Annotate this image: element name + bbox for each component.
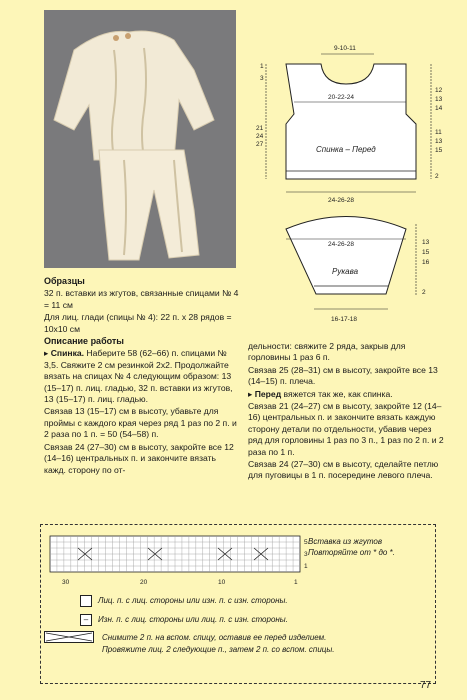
dim-right-5: 15 <box>435 147 443 154</box>
chart-row-5: 5 <box>304 539 308 546</box>
sleeve-top-width: 24-26-28 <box>328 241 355 248</box>
front-back-schema <box>256 45 443 204</box>
dim-left-4: 27 <box>256 141 264 148</box>
dim-right-3: 11 <box>435 129 442 136</box>
page-number: 77 <box>420 680 432 691</box>
chart-col-30: 30 <box>62 579 70 586</box>
back-instructions: ▸ Спинка. Наберите 58 (62–66) п. спицами № 3,5. Свяжите 2 см резинкой 2х2. Продолжайте вязать на спицах № 4 следующим образом: 13 (15–17) п. лиц. гладью, 32 п. вставки из жгутов, 13 (15–17) п. лиц. гладью. <box>44 348 233 405</box>
dim-right-2: 14 <box>435 105 443 112</box>
samples-heading: Образцы <box>44 276 85 286</box>
front-instructions: ▸ Перед вяжется так же, как спинка. <box>248 388 393 399</box>
schema-mid-width: 20-22-24 <box>328 94 355 101</box>
sleeve-dim-2: 16 <box>422 259 430 266</box>
schema-bottom-width: 24-26-28 <box>328 197 355 204</box>
legend-cable-text-2: Провяжите лиц. 2 следующие п., затем 2 п. со вспом. спицы. <box>102 645 335 654</box>
front-label: Перед <box>254 388 282 399</box>
description-heading: Описание работы <box>44 336 124 347</box>
dim-right-1: 13 <box>435 96 443 103</box>
dim-left-0: 1 <box>260 63 264 70</box>
front-text: вяжется так же, как спинка. <box>281 388 393 399</box>
schema-top-width: 9-10-11 <box>334 45 356 52</box>
sleeve-label: Рукава <box>332 267 359 276</box>
legend-purl-text: Изн. п. с лиц. стороны или лиц. п. с изн. стороны. <box>98 615 288 625</box>
neck-text: Связав 24 (27–30) см в высоту, закройте все 12 (14–16) центральных п. и закончите вязать кажд. сторону по от- <box>44 441 234 475</box>
dim-right-6: 2 <box>435 173 439 180</box>
neck-continue-text: дельности: свяжите 2 ряда, закрыв для горловины 1 раз 6 п. <box>248 341 406 363</box>
knitted-set-photo <box>44 10 236 268</box>
dim-right-0: 12 <box>435 87 443 94</box>
chart-col-10: 10 <box>218 579 226 586</box>
armhole-text: Связав 13 (15–17) см в высоту, убавьте для проймы с каждого края через ряд 1 раз по 2 п. и 2 раза по 1 п. = 50 (54–58) п. <box>44 406 237 440</box>
legend-cable-2 <box>102 645 334 654</box>
chart-col-20: 20 <box>140 579 148 586</box>
chart-title-line2: Повторяйте от * до *. <box>308 548 395 557</box>
legend-knit-text: Лиц. п. с лиц. стороны или изн. п. с изн. стороны. <box>98 596 288 606</box>
chart-row-1: 1 <box>304 563 308 570</box>
sleeve-bottom-width: 16-17-18 <box>331 316 358 323</box>
sleeve-schema <box>286 217 430 324</box>
pattern-schemes <box>246 34 456 334</box>
instructions-right-column <box>248 341 448 483</box>
chart-title-line1: Вставка из жгутов <box>308 537 383 546</box>
chart-title <box>308 536 434 558</box>
knitted-baby-set-photo-icon <box>44 10 236 268</box>
sleeve-dim-1: 15 <box>422 249 430 256</box>
dim-left-3: 24 <box>256 133 264 140</box>
front-neck-text: Связав 21 (24–27) см в высоту, закройте 12 (14–16) центральных п. и закончите вязать каждую сторону детали по отдельности, убавив через ряд для горловины 1 раз по 3 п., 1 раз по 2 п. и 2 раза по 1 п. <box>248 401 444 457</box>
shoulder-text: Связав 25 (28–31) см в высоту, закройте все 13 (14–15) п. плеча. <box>248 364 438 387</box>
dim-right-4: 13 <box>435 138 443 145</box>
schema-front-label: Спинка – Перед <box>316 145 376 154</box>
dim-left-2: 21 <box>256 125 264 132</box>
back-label: Спинка. <box>50 348 85 359</box>
sleeve-dim-3: 2 <box>422 289 426 296</box>
cable-chart-grid <box>48 532 318 592</box>
legend-purl <box>80 614 288 626</box>
cable-cross-icon <box>44 631 94 645</box>
sleeve-dim-0: 13 <box>422 239 430 246</box>
back-text: Наберите 58 (62–66) п. спицами № 3,5. Свяжите 2 см резинкой 2х2. Продолжайте вязать на спицах № 4 следующим образом: 13 (15–17) п. лиц. гладью, 32 п. вставки из жгутов, 13 (15–17) п. лиц. гладью. <box>44 348 233 405</box>
instructions-left-column <box>44 276 240 477</box>
legend-cable <box>44 631 326 645</box>
purl-stitch-icon: – <box>80 614 92 626</box>
samples-text-2: Для лиц. глади (спицы № 4): 22 п. х 28 рядов = 10х10 см <box>44 312 232 334</box>
samples-text-1: 32 п. вставки из жгутов, связанные спицами № 4 = 11 см <box>44 288 239 310</box>
dim-left-1: 3 <box>260 75 264 82</box>
buttonhole-text: Связав 24 (27–30) см в высоту, сделайте петлю для пуговицы в 1 п. посередине левого плеча. <box>248 459 439 481</box>
knit-stitch-icon <box>80 595 92 607</box>
legend-cable-text-1: Снимите 2 п. на вспом. спицу, оставив ее перед изделием. <box>102 633 327 643</box>
legend-knit <box>80 595 288 607</box>
chart-col-1: 1 <box>294 579 298 586</box>
chart-row-3: 3 <box>304 551 308 558</box>
